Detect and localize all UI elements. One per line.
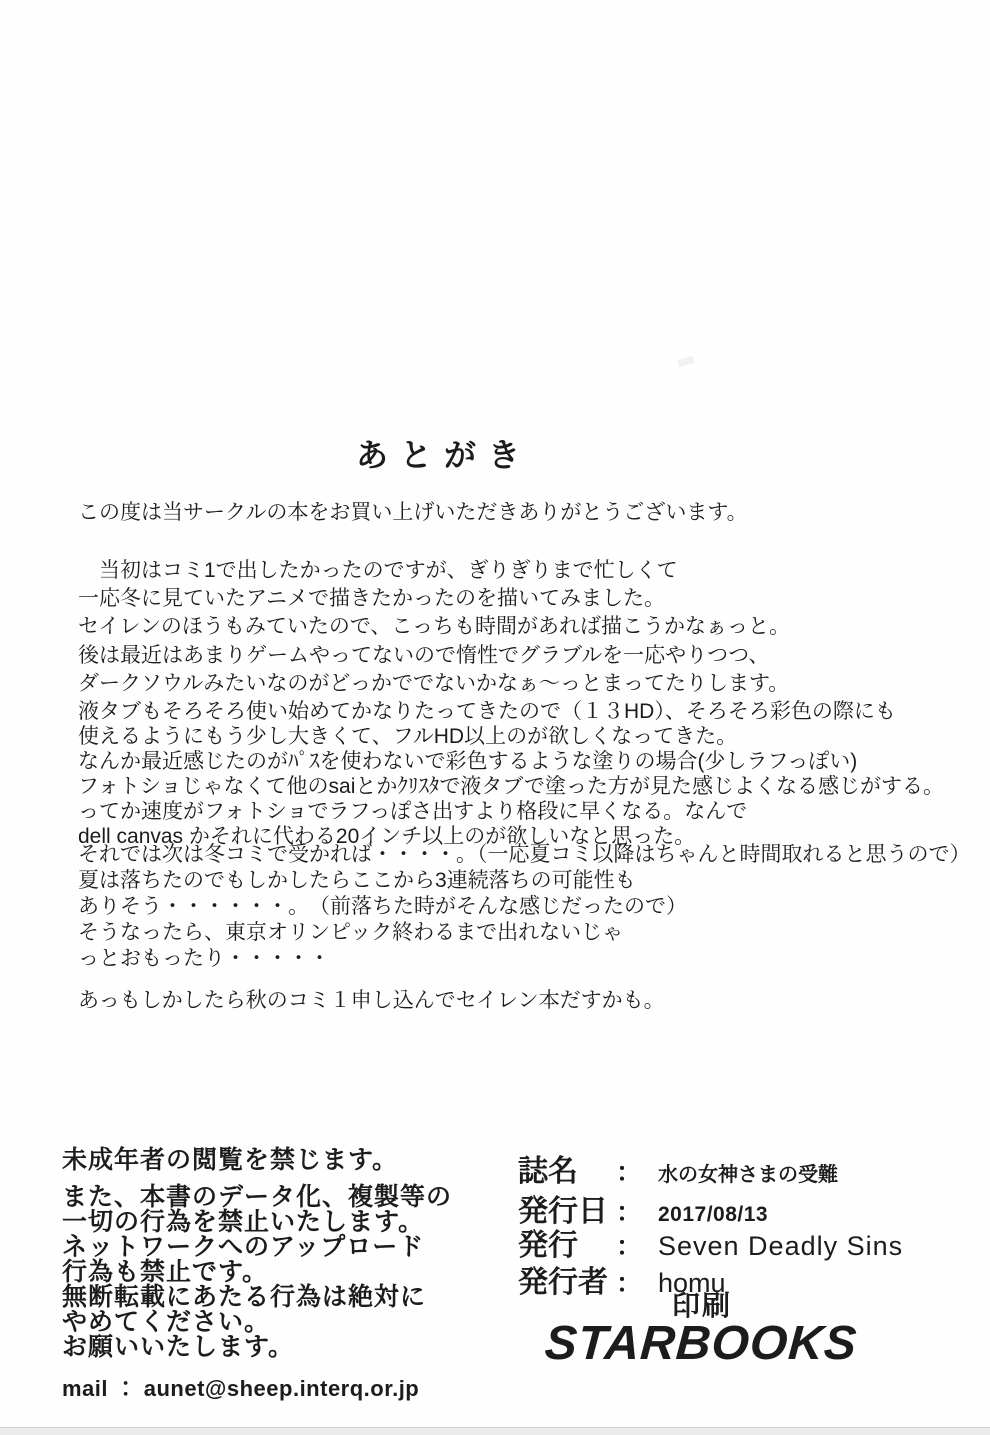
colophon-label: 発行者 — [518, 1266, 608, 1299]
text-line: フォトショじゃなくて他のsaiとかｸﾘｽﾀで液タブで塗った方が見た感じよくなる感じがする。 — [78, 775, 945, 798]
text-line: dell canvas かそれに代わる20インチ以上のが欲しいなと思った。 — [78, 825, 696, 848]
paragraph-comi1 — [78, 557, 790, 641]
printing-label: 印刷 — [672, 1290, 733, 1321]
text-line: ネットワークへのアップロード — [62, 1232, 425, 1261]
text-line: お願いいたします。 — [62, 1332, 295, 1361]
paragraph-thanks — [78, 500, 748, 526]
colophon-separator: ： — [616, 1157, 643, 1187]
colophon-value-publisher-name: homu — [658, 1268, 726, 1298]
text-line: 無断転載にあたる行為は絶対に — [62, 1282, 427, 1311]
scan-artifact — [677, 356, 694, 368]
text-line: ってか速度がフォトショでラフっぽさ出すより格段に早くなる。なんで — [78, 800, 748, 823]
mail-address: mail ： aunet@sheep.interq.or.jp — [62, 1376, 420, 1401]
text-line: 夏は落ちたのでもしかしたらここから3連続落ちの可能性も — [78, 869, 636, 892]
text-line: それでは次は冬コミで受かれば・・・・。（一応夏コミ以降はちゃんと時間取れると思うので） — [78, 843, 971, 866]
text-line: この度は当サークルの本をお買い上げいただきありがとうございます。 — [78, 501, 748, 524]
scan-bottom-edge — [0, 1427, 990, 1435]
text-line: 一切の行為を禁止いたします。 — [62, 1207, 425, 1236]
paragraph-comiket — [78, 842, 971, 972]
text-line: また、本書のデータ化、複製等の — [62, 1182, 453, 1211]
text-line: っとおもったり・・・・・ — [78, 947, 330, 970]
colophon-separator: ： — [616, 1268, 643, 1298]
colophon-label: 発行日 — [518, 1195, 608, 1228]
text-line: 行為も禁止です。 — [62, 1257, 269, 1286]
text-line: ダークソウルみたいなのがどっかででないかなぁ～っとまってたりします。 — [78, 672, 790, 695]
text-line: 当初はコミ1で出したかったのですが、ぎりぎりまで忙しくて — [78, 559, 678, 582]
text-line: 後は最近はあまりゲームやってないので惰性でグラブルを一応やりつつ、 — [78, 644, 770, 667]
colophon-value-publish-date: 2017/08/13 — [658, 1203, 769, 1226]
text-line: セイレンのほうもみていたので、こっちも時間があれば描こうかなぁっと。 — [78, 615, 791, 638]
text-line: ありそう・・・・・・。 （前落ちた時がそんな感じだったので） — [78, 895, 687, 918]
colophon-label: 発行 — [518, 1229, 578, 1262]
colophon-separator: ： — [616, 1231, 643, 1261]
text-line: やめてください。 — [62, 1307, 271, 1336]
printer-logo: STARBOOKS — [543, 1317, 859, 1370]
colophon-value-book-title: 水の女神さまの受難 — [658, 1164, 838, 1186]
colophon-separator: ： — [616, 1197, 643, 1227]
paragraph-seiren — [78, 988, 665, 1014]
paragraph-tablet — [78, 699, 944, 849]
colophon-value-circle-name: Seven Deadly Sins — [658, 1231, 904, 1261]
copyright-notice — [62, 1184, 452, 1359]
paragraph-games — [78, 642, 789, 698]
page-title: あとがき — [356, 437, 533, 473]
text-line: なんか最近感じたのがﾊﾟｽを使わないで彩色するような塗りの場合(少しラフっぽい) — [78, 750, 858, 773]
text-line: 使えるようにもう少し大きくて、フルHD以上のが欲しくなってきた。 — [78, 725, 738, 748]
text-line: 一応冬に見ていたアニメで描きたかったのを描いてみました。 — [78, 587, 665, 610]
text-line: あっもしかしたら秋のコミ１申し込んでセイレン本だすかも。 — [78, 989, 665, 1012]
text-line: そうなったら、東京オリンピック終わるまで出れないじゃ — [78, 921, 624, 944]
text-line: 液タブもそろそろ使い始めてかなりたってきたので（１３HD）、そろそろ彩色の際にも — [78, 700, 896, 723]
colophon-row-title — [518, 1146, 838, 1190]
colophon-label: 誌名 — [518, 1155, 578, 1188]
age-restriction-notice: 未成年者の閲覧を禁じます。 — [62, 1145, 399, 1174]
